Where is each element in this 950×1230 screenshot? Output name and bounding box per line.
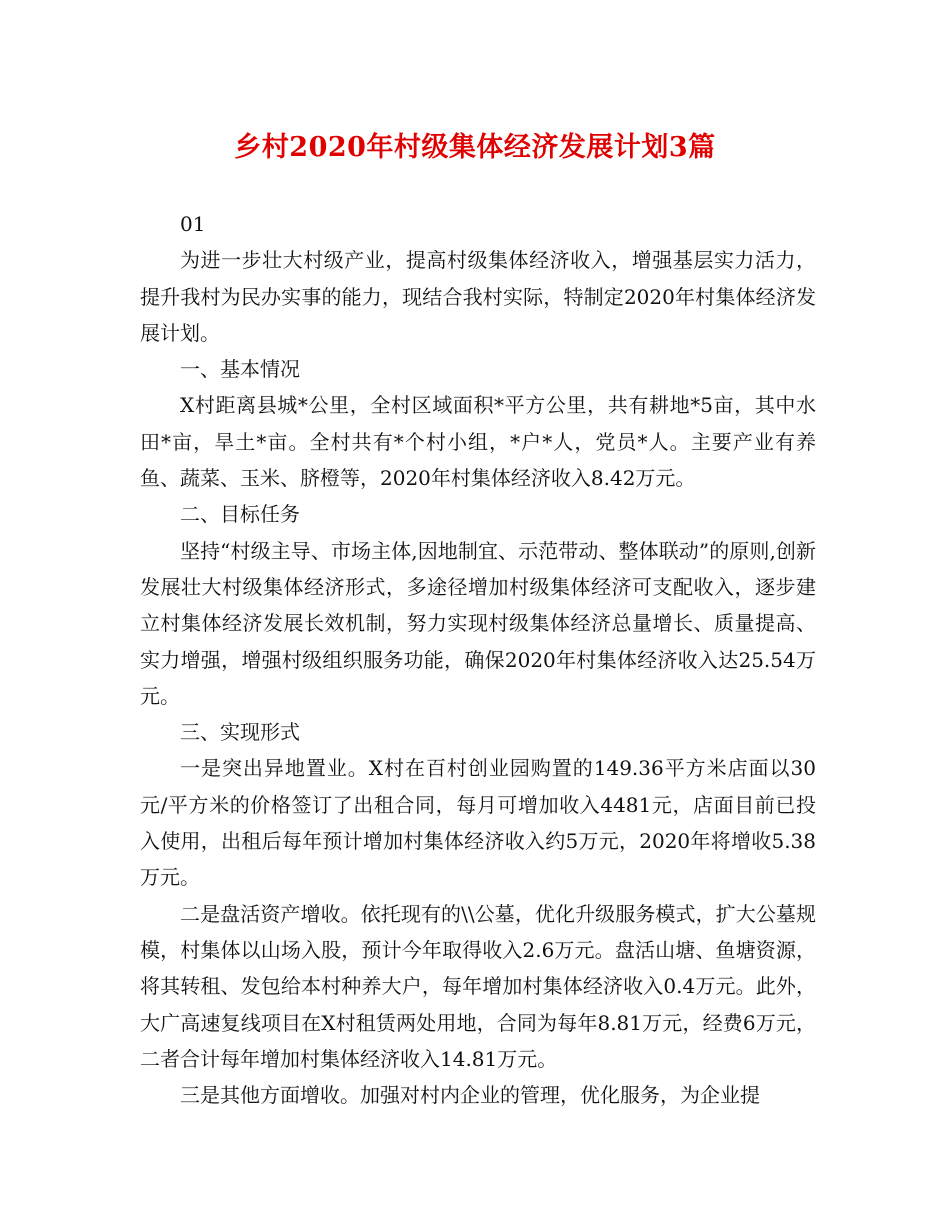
- document-body: [140, 206, 816, 1113]
- heading-goals: 二、目标任务: [180, 502, 300, 527]
- basic-situation-paragraph: X村距离县城*公里，全村区域面积*平方公里，共有耕地*5亩，其中水田*亩，旱土*亩。全村共有*个村小组，*户*人，党员*人。主要产业有养鱼、蔬菜、玉米、脐橙等，2020年村集体经济收入8.42万元。: [140, 393, 816, 491]
- heading-implementation: 三、实现形式: [180, 720, 300, 745]
- section-number: 01: [180, 212, 206, 236]
- implementation-item-1: 一是突出异地置业。X村在百村创业园购置的149.36平方米店面以30元/平方米的价格签订了出租合同，每月可增加收入4481元，店面目前已投入使用，出租后每年预计增加村集体经济收入约5万元，2020年将增收5.38万元。: [140, 756, 816, 890]
- heading-basic-situation: 一、基本情况: [180, 357, 300, 382]
- goals-paragraph: 坚持“村级主导、市场主体,因地制宜、示范带动、整体联动”的原则,创新发展壮大村级集体经济形式，多途径增加村级集体经济可支配收入，逐步建立村集体经济发展长效机制，努力实现村级集体经济总量增长、质量提高、实力增强，增强村级组织服务功能，确保2020年村集体经济收入达25.54万元。: [140, 538, 816, 708]
- implementation-item-2: 二是盘活资产增收。依托现有的\\公墓，优化升级服务模式，扩大公墓规模，村集体以山场入股，预计今年取得收入2.6万元。盘活山塘、鱼塘资源，将其转租、发包给本村种养大户，每年增加村集体经济收入0.4万元。此外，大广高速复线项目在X村租赁两处用地，合同为每年8.81万元，经费6万元，二者合计每年增加村集体经济收入14.81万元。: [140, 901, 816, 1071]
- implementation-item-3: 三是其他方面增收。加强对村内企业的管理，优化服务，为企业提: [180, 1083, 760, 1108]
- intro-paragraph: 为进一步壮大村级产业，提高村级集体经济收入，增强基层实力活力，提升我村为民办实事的能力，现结合我村实际，特制定2020年村集体经济发展计划。: [140, 248, 816, 345]
- document-title: 乡村2020年村级集体经济发展计划3篇: [234, 132, 716, 163]
